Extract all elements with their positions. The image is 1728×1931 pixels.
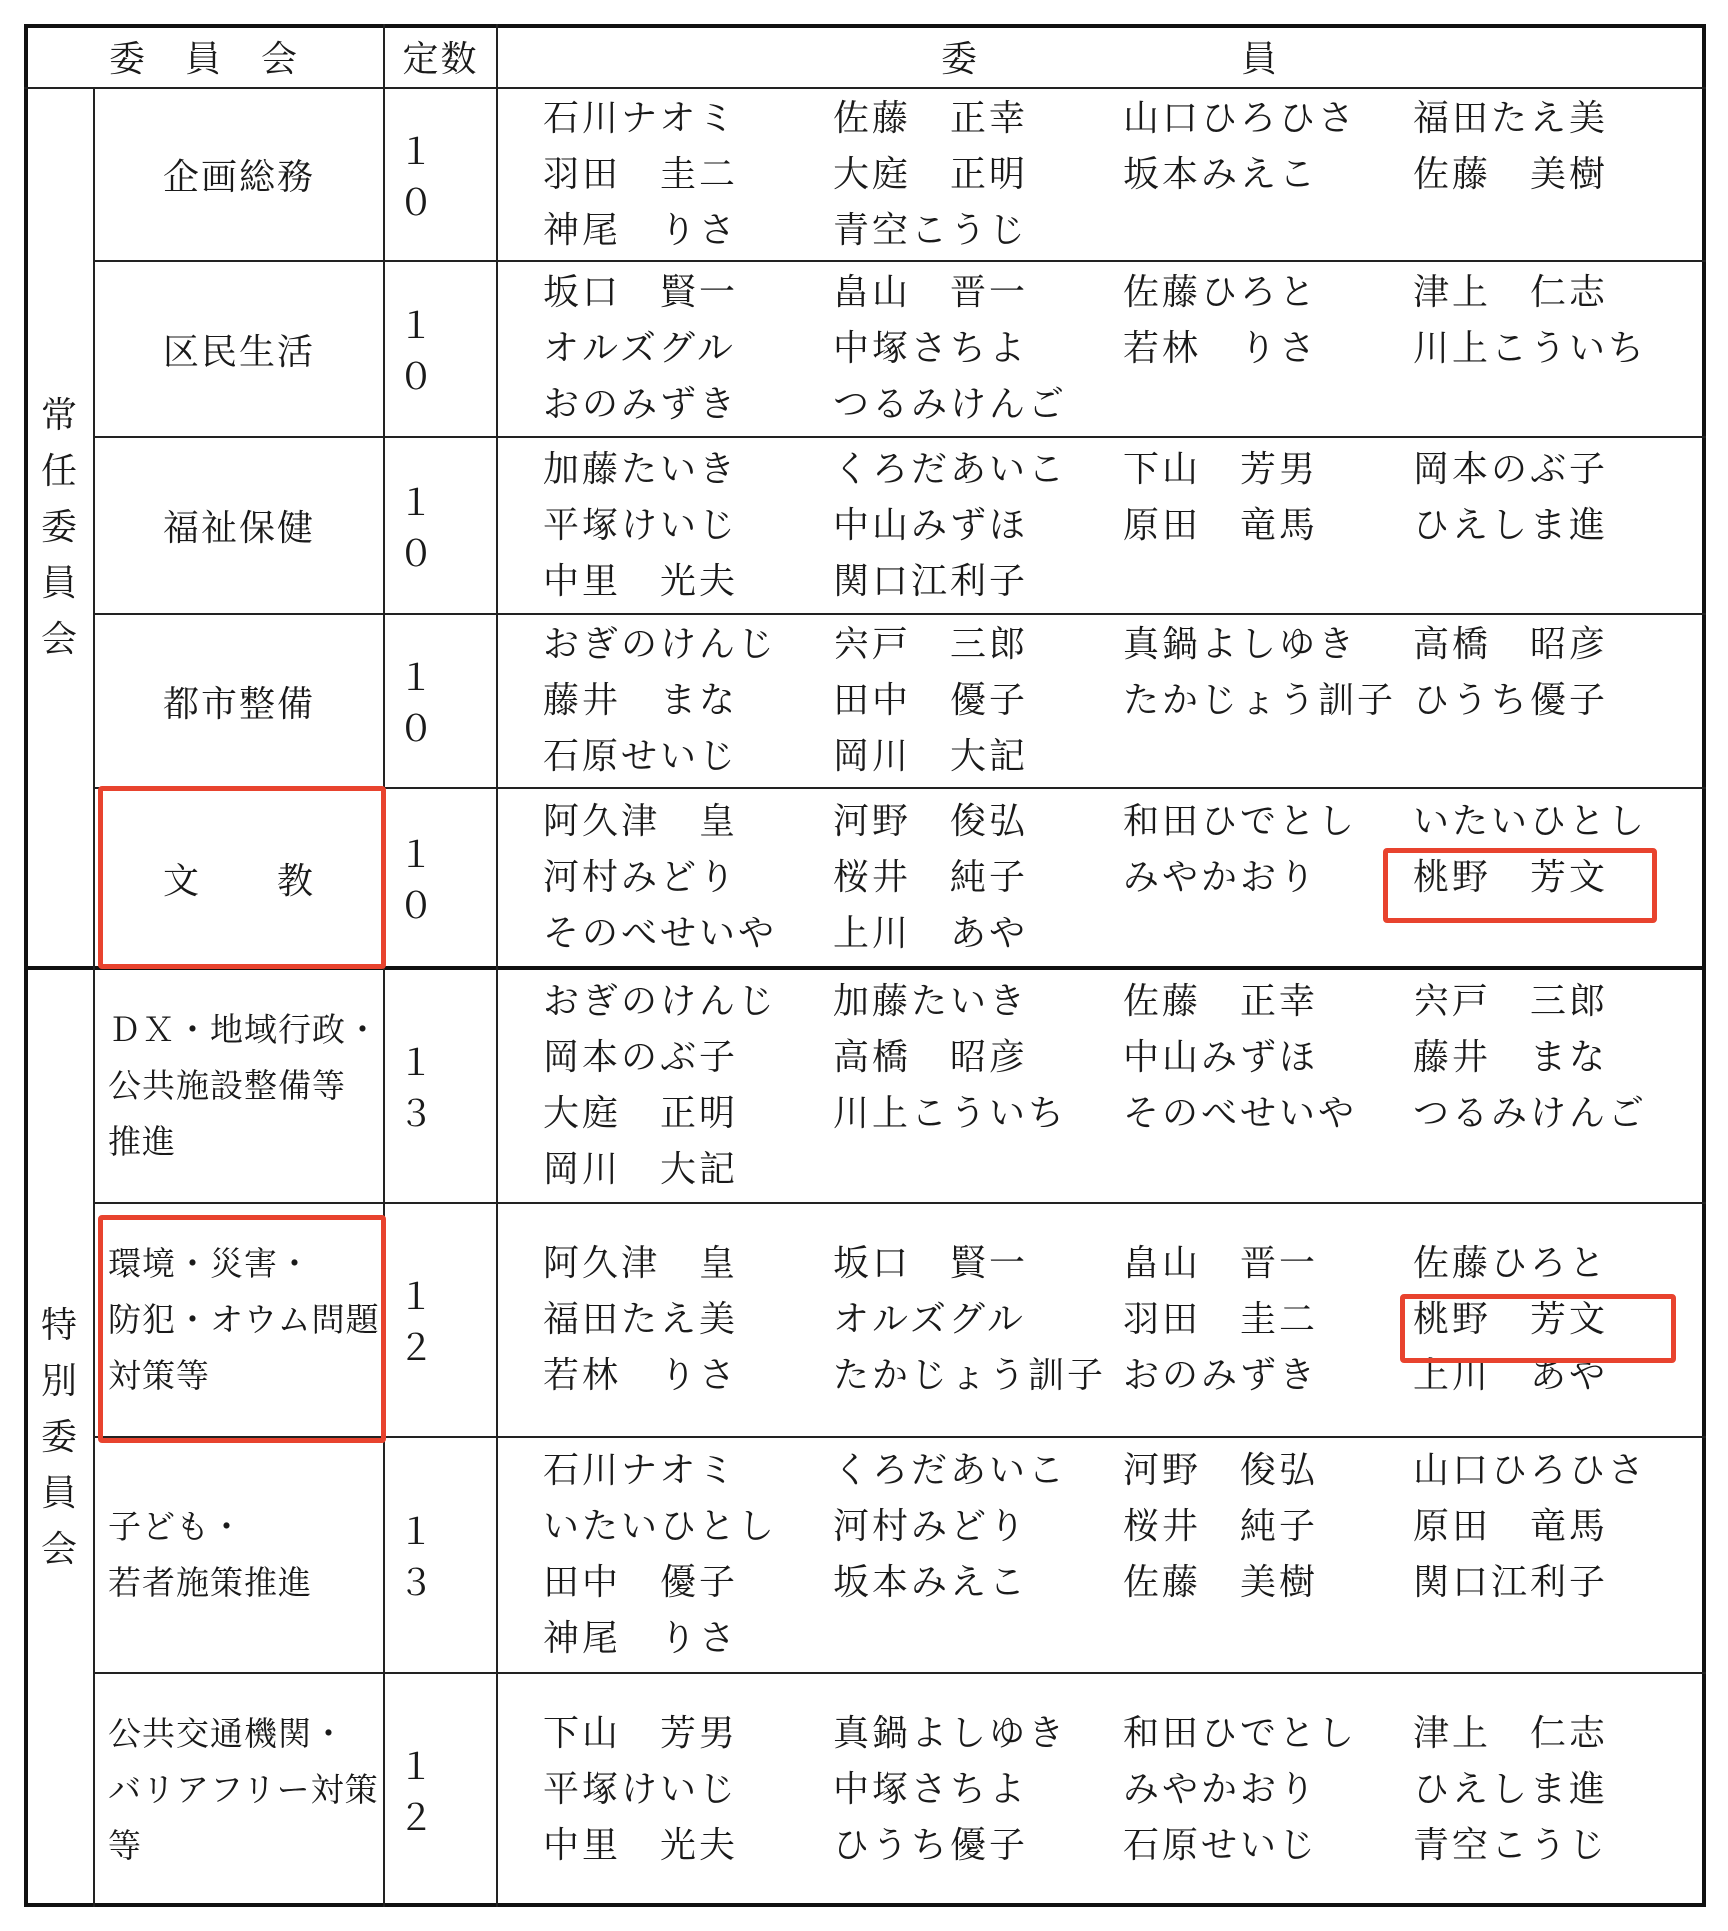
member-name: 関口江利子 bbox=[833, 560, 1029, 602]
member-name: そのべせいや bbox=[1123, 1092, 1358, 1134]
highlight-member-momono-2 bbox=[1400, 1294, 1676, 1363]
member-name: 佐藤 正幸 bbox=[833, 97, 1029, 139]
member-name: 青空こうじ bbox=[833, 209, 1029, 251]
member-name: たかじょう訓子 bbox=[833, 1355, 1107, 1396]
member-name: 河野 俊弘 bbox=[1123, 1450, 1319, 1491]
member-name: 阿久津 皇 bbox=[543, 801, 739, 842]
committee-name-line: 環境・災害・ bbox=[108, 1244, 312, 1283]
member-name: 中塚さちよ bbox=[833, 1769, 1029, 1810]
member-name: 和田ひでとし bbox=[1123, 1713, 1358, 1754]
group-char: 員 bbox=[40, 563, 77, 604]
committee-members bbox=[497, 1673, 1706, 1907]
member-name: 岡川 大記 bbox=[543, 1148, 739, 1190]
member-name: つるみけんご bbox=[1413, 1092, 1648, 1134]
committee-name-line: 公共交通機関・ bbox=[108, 1714, 346, 1753]
committee-members bbox=[497, 437, 1706, 614]
member-name: 桃野 芳文 bbox=[1413, 857, 1609, 898]
member-name: 平塚けいじ bbox=[543, 1769, 739, 1810]
member-name: 坂口 賢一 bbox=[833, 1243, 1029, 1284]
member-name: 岡本のぶ子 bbox=[1413, 448, 1609, 490]
member-name: そのべせいや bbox=[543, 913, 778, 954]
member-name: 桜井 純子 bbox=[833, 857, 1029, 898]
member-name: 中山みずほ bbox=[833, 504, 1029, 546]
member-name: 福田たえ美 bbox=[1413, 97, 1609, 139]
committee-name: 企画総務 bbox=[162, 157, 315, 198]
member-name: 河村みどり bbox=[833, 1506, 1029, 1547]
member-name: 佐藤ひろと bbox=[1413, 1243, 1609, 1284]
header-members-right: 員 bbox=[1240, 38, 1279, 80]
member-name: 高橋 昭彦 bbox=[1413, 624, 1609, 665]
committee-members bbox=[497, 614, 1706, 788]
committee-seats: １０ bbox=[398, 306, 449, 398]
committee-members bbox=[497, 968, 1706, 1203]
member-name: みやかおり bbox=[1123, 857, 1319, 898]
member-name: 加藤たいき bbox=[543, 448, 739, 490]
member-name: 阿久津 皇 bbox=[543, 1243, 739, 1284]
member-name: 羽田 圭二 bbox=[543, 153, 739, 195]
committee-seats: １２ bbox=[398, 1747, 449, 1839]
member-name: 宍戸 三郎 bbox=[1413, 980, 1609, 1022]
member-name: 畠山 晋一 bbox=[833, 272, 1029, 313]
member-name: 岡川 大記 bbox=[833, 736, 1029, 777]
group-special-committee bbox=[24, 968, 94, 1907]
member-name: 山口ひろひさ bbox=[1123, 97, 1358, 139]
member-name: 川上こういち bbox=[833, 1092, 1068, 1134]
group-char: 委 bbox=[40, 507, 77, 548]
committee-members bbox=[497, 261, 1706, 437]
committee-name-line: バリアフリー対策等 bbox=[108, 1770, 379, 1865]
group-char: 員 bbox=[40, 1472, 77, 1514]
member-name: 羽田 圭二 bbox=[1123, 1299, 1319, 1340]
member-name: 上川 あや bbox=[1413, 1355, 1609, 1396]
header-seats: 定数 bbox=[402, 38, 479, 80]
member-name: 山口ひろひさ bbox=[1413, 1450, 1648, 1491]
member-name: 中塚さちよ bbox=[833, 328, 1029, 369]
member-name: 若林 りさ bbox=[543, 1355, 739, 1396]
member-name: 河野 俊弘 bbox=[833, 801, 1029, 842]
member-name: 平塚けいじ bbox=[543, 504, 739, 546]
member-name: 上川 あや bbox=[833, 913, 1029, 954]
member-name: 津上 仁志 bbox=[1413, 272, 1609, 313]
member-name: おのみずき bbox=[543, 384, 739, 425]
member-name: 加藤たいき bbox=[833, 980, 1029, 1022]
member-name: 川上こういち bbox=[1413, 328, 1648, 369]
member-name: 津上 仁志 bbox=[1413, 1713, 1609, 1754]
member-name: 佐藤 美樹 bbox=[1413, 153, 1609, 195]
committee-name-lines bbox=[108, 1706, 384, 1874]
committee-name-line: 防犯・オウム問題 bbox=[108, 1300, 380, 1339]
member-name: 田中 優子 bbox=[833, 680, 1029, 721]
member-name: おのみずき bbox=[1123, 1355, 1319, 1396]
committee-name: 都市整備 bbox=[162, 683, 315, 725]
member-name: ひうち優子 bbox=[833, 1825, 1029, 1866]
committee-name bbox=[94, 1673, 384, 1907]
group-standing-committee bbox=[24, 88, 94, 968]
member-name: 神尾 りさ bbox=[543, 1618, 739, 1659]
member-name: 大庭 正明 bbox=[543, 1092, 739, 1134]
committee-members bbox=[497, 88, 1706, 261]
group-char: 特 bbox=[40, 1304, 77, 1346]
member-name: 河村みどり bbox=[543, 857, 739, 898]
group-char: 任 bbox=[40, 451, 77, 492]
member-name: 宍戸 三郎 bbox=[833, 624, 1029, 665]
member-name: 下山 芳男 bbox=[543, 1713, 739, 1754]
member-name: 桃野 芳文 bbox=[1413, 1299, 1609, 1340]
group-char: 会 bbox=[40, 619, 77, 660]
member-name: 福田たえ美 bbox=[543, 1299, 739, 1340]
member-name: 佐藤 美樹 bbox=[1123, 1562, 1319, 1603]
member-name: 高橋 昭彦 bbox=[833, 1036, 1029, 1078]
member-name: つるみけんご bbox=[833, 384, 1068, 425]
member-name: 畠山 晋一 bbox=[1123, 1243, 1319, 1284]
committee-name: 福祉保健 bbox=[162, 508, 315, 549]
member-name: 真鍋よしゆき bbox=[1123, 624, 1358, 665]
member-name: 佐藤 正幸 bbox=[1123, 980, 1319, 1022]
member-name: いたいひとし bbox=[543, 1506, 778, 1547]
highlight-committee-bunkyo bbox=[98, 786, 386, 969]
committee-seats: １３ bbox=[398, 1042, 449, 1135]
member-name: たかじょう訓子 bbox=[1123, 680, 1397, 721]
member-name: オルズグル bbox=[833, 1299, 1026, 1340]
member-name: 佐藤ひろと bbox=[1123, 272, 1319, 313]
member-name: くろだあいこ bbox=[833, 1450, 1068, 1491]
committee-seats: １２ bbox=[398, 1277, 449, 1369]
highlight-committee-kankyo bbox=[98, 1215, 386, 1443]
member-name: みやかおり bbox=[1123, 1769, 1319, 1810]
group-char: 別 bbox=[40, 1360, 77, 1402]
committee-name: 文 教 bbox=[162, 860, 315, 902]
committee-seats: １０ bbox=[398, 482, 449, 575]
member-name: 石川ナオミ bbox=[543, 1450, 738, 1491]
committee-name bbox=[94, 968, 384, 1203]
group-char: 会 bbox=[40, 1528, 77, 1570]
committee-seats: １０ bbox=[398, 835, 449, 927]
member-name: 藤井 まな bbox=[1413, 1036, 1609, 1078]
committee-seats: １０ bbox=[398, 131, 449, 224]
member-name: 神尾 りさ bbox=[543, 209, 739, 251]
header-members-left: 委 bbox=[940, 38, 979, 80]
header-committee: 委 員 会 bbox=[108, 38, 299, 80]
committee-name-line: 推進 bbox=[108, 1121, 176, 1161]
committee-name-line: 若者施策推進 bbox=[108, 1563, 312, 1602]
member-name: 原田 竜馬 bbox=[1413, 1506, 1609, 1547]
committee-name bbox=[94, 1437, 384, 1673]
member-name: 石原せいじ bbox=[543, 736, 739, 777]
committee-seats: １３ bbox=[398, 1512, 449, 1604]
committee-name-lines bbox=[108, 1499, 312, 1611]
member-name: ひうち優子 bbox=[1413, 680, 1609, 721]
group-char: 委 bbox=[40, 1416, 77, 1458]
member-name: 藤井 まな bbox=[543, 680, 739, 721]
member-name: オルズグル bbox=[543, 328, 736, 369]
committee-name-line: ＤＸ・地域行政・ bbox=[108, 1009, 380, 1049]
member-name: 坂本みえこ bbox=[1123, 153, 1319, 195]
member-name: ひえしま進 bbox=[1413, 1769, 1609, 1810]
member-name: 中里 光夫 bbox=[543, 560, 739, 602]
committee-name-line: 対策等 bbox=[108, 1356, 210, 1395]
member-name: 中里 光夫 bbox=[543, 1825, 739, 1866]
member-name: おぎのけんじ bbox=[543, 980, 778, 1022]
member-name: 田中 優子 bbox=[543, 1562, 739, 1603]
member-name: 和田ひでとし bbox=[1123, 801, 1358, 842]
member-name: くろだあいこ bbox=[833, 448, 1068, 490]
member-name: 原田 竜馬 bbox=[1123, 504, 1319, 546]
member-name: いたいひとし bbox=[1413, 801, 1648, 842]
member-name: 中山みずほ bbox=[1123, 1036, 1319, 1078]
member-name: 真鍋よしゆき bbox=[833, 1713, 1068, 1754]
member-name: 岡本のぶ子 bbox=[543, 1036, 739, 1078]
member-name: 関口江利子 bbox=[1413, 1562, 1609, 1603]
committee-members bbox=[497, 1437, 1706, 1673]
member-name: 若林 りさ bbox=[1123, 328, 1319, 369]
member-name: 大庭 正明 bbox=[833, 153, 1029, 195]
committee-name-line: 公共施設整備等 bbox=[108, 1065, 346, 1105]
member-name: 坂本みえこ bbox=[833, 1562, 1029, 1603]
member-name: ひえしま進 bbox=[1413, 504, 1609, 546]
committee-name-lines bbox=[108, 1002, 380, 1170]
member-name: 坂口 賢一 bbox=[543, 272, 739, 313]
group-char: 常 bbox=[40, 395, 77, 436]
committee-seats: １０ bbox=[398, 658, 449, 750]
committee-name-line: 子ども・ bbox=[108, 1507, 244, 1546]
member-name: 下山 芳男 bbox=[1123, 448, 1319, 490]
member-name: 青空こうじ bbox=[1413, 1825, 1609, 1866]
committee-name: 区民生活 bbox=[162, 331, 315, 373]
member-name: 石原せいじ bbox=[1123, 1825, 1319, 1866]
member-name: 桜井 純子 bbox=[1123, 1506, 1319, 1547]
member-name: おぎのけんじ bbox=[543, 624, 778, 665]
highlight-member-momono-1 bbox=[1383, 848, 1657, 923]
member-name: 石川ナオミ bbox=[543, 97, 738, 139]
